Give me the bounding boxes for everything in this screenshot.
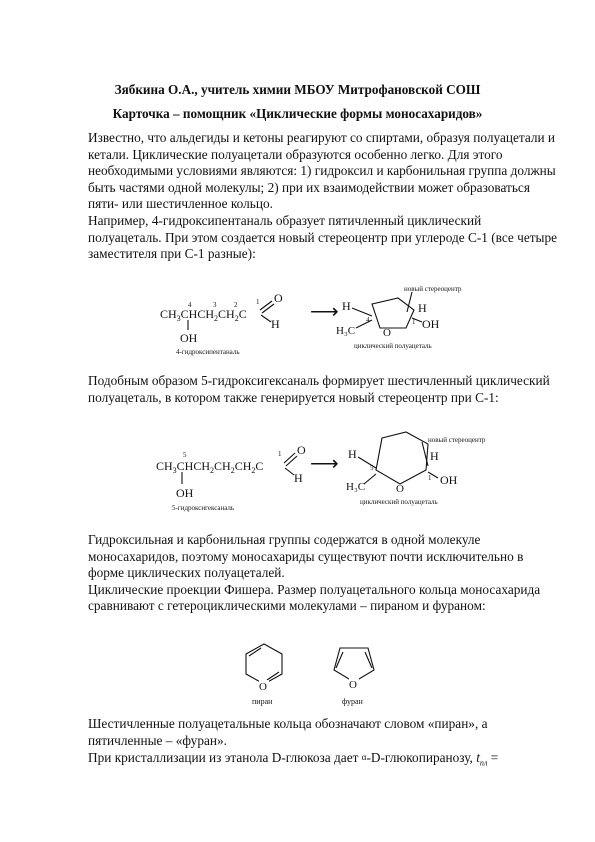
cyclic-hemiacetal-2 — [346, 432, 486, 506]
compound-name-1: 4-гидроксипентаналь — [176, 348, 240, 356]
svg-text:CH3CHCH2CH2CH2C: $CH_3CHCH_2CH_2CH_2C$ — [156, 459, 264, 475]
carbonyl-o: O — [274, 291, 283, 305]
aldehyde-h-2: H — [294, 471, 303, 485]
paragraph-intro — [88, 130, 558, 263]
paragraph-block-3 — [88, 532, 558, 615]
pyran-furan-figure — [228, 640, 408, 708]
cyclic-name-1: циклический полуацеталь — [354, 342, 432, 350]
svg-text:CH3CHCH2CH2C: $CH_3CHCH_2CH_2C$ — [160, 307, 247, 323]
paragraph-6: Шестичленные полуацетальные кольца обозначают словом «пиран», а пятичленные – «фуран». — [88, 716, 488, 748]
locant-4: 4 — [188, 301, 192, 309]
paragraph-7: При кристаллизации из этанола D-глюкоза дает α-D-глюкопиранозу, $t_{пл}$ = — [88, 750, 499, 768]
ring-hydroxyl-1: OH — [422, 317, 440, 331]
ring-h-c1: H — [418, 301, 427, 315]
furan-structure — [334, 648, 374, 706]
scheme-4-hydroxypentanal — [150, 282, 480, 362]
compound-name-2: 5-гидроксигексаналь — [172, 504, 235, 512]
hydroxyl-group: OH — [180, 331, 198, 345]
locant-3: 3 — [213, 301, 217, 309]
svg-text:1: 1 — [412, 318, 416, 326]
author-line: Зябкина О.А., учитель химии МБОУ Митрофановской СОШ — [114, 82, 481, 97]
paragraph-block-2 — [88, 373, 558, 406]
ring-h-c4: H — [342, 299, 351, 313]
ring-h-c5: H — [348, 447, 357, 461]
carbonyl-o-2: O — [297, 443, 306, 457]
locant-2: 2 — [234, 301, 238, 309]
cyclic-name-2: циклический полуацеталь — [360, 498, 438, 506]
temperature-symbol: t — [476, 750, 480, 766]
reaction-arrow-2: ⟶ — [310, 453, 339, 475]
svg-text:1: 1 — [428, 474, 432, 482]
paragraph-3: Подобным образом 5-гидроксигексаналь формирует шестичленный циклический полуацеталь, в котором также генерируется новый стереоцентр при С-1: — [88, 373, 550, 405]
new-stereocenter-label-2: новый стереоцентр — [428, 436, 486, 444]
paragraph-2: Например, 4-гидроксипентаналь образует пятичленный циклический полуацеталь. При этом создается новый стереоцентр при углероде С-1 (все четыре заместителя при С-1 разные): — [88, 212, 558, 262]
ring-oxygen-2: O — [396, 483, 404, 495]
card-title: Карточка – помощник «Циклические формы моносахаридов» — [112, 106, 483, 121]
open-chain-formula-1 — [160, 291, 283, 356]
paragraph-4: Гидроксильная и карбонильная группы содержатся в одной молекуле моносахаридов, поэтому моносахариды существуют почти исключительно в форме циклических полуацеталей. — [88, 532, 524, 581]
paragraph-1: Известно, что альдегиды и кетоны реагируют со спиртами, образуя полуацетали и кетали. Циклические полуацетали образуются особенно легко. Для этого необходимыми условиями являются: 1) гидроксил и карбонильная группа должны быть частями одной молекулы; 2) при их взаимодействии может образоваться пяти- или шестичленное кольцо. — [88, 130, 556, 212]
cyclic-hemiacetal-1 — [336, 285, 462, 350]
scheme-5-hydroxyhexanal — [150, 430, 510, 518]
furan-oxygen: O — [349, 679, 357, 691]
open-chain-formula-2 — [156, 443, 306, 512]
ring-oxygen-1: O — [383, 327, 391, 339]
ring-hydroxyl-2: OH — [440, 473, 458, 487]
paragraph-block-4 — [88, 716, 558, 772]
ring-ch3: H₃C — [336, 325, 356, 337]
alpha-symbol: α — [361, 752, 367, 763]
locant-1: 1 — [256, 298, 260, 306]
pyran-oxygen: O — [259, 681, 267, 693]
hydroxyl-group-2: OH — [176, 486, 194, 500]
paragraph-5: Циклические проекции Фишера. Размер полуацетального кольца моносахарида сравнивают с гетероциклическими молекулами – пираном и фураном: — [88, 581, 541, 614]
aldehyde-h: H — [271, 317, 280, 331]
furan-label: фуран — [342, 697, 363, 706]
svg-text:4: 4 — [366, 316, 370, 324]
ring-h-c1-2: H — [430, 449, 439, 463]
reaction-arrow-1: ⟶ — [310, 301, 339, 323]
locant-5: 5 — [183, 451, 187, 459]
svg-text:5: 5 — [370, 464, 374, 472]
pyran-structure — [246, 644, 282, 706]
ring-ch3-2: H₃C — [346, 481, 366, 493]
new-stereocenter-label-1: новый стереоцентр — [404, 285, 462, 293]
pyran-label: пиран — [252, 697, 273, 706]
locant-1b: 1 — [278, 450, 282, 458]
